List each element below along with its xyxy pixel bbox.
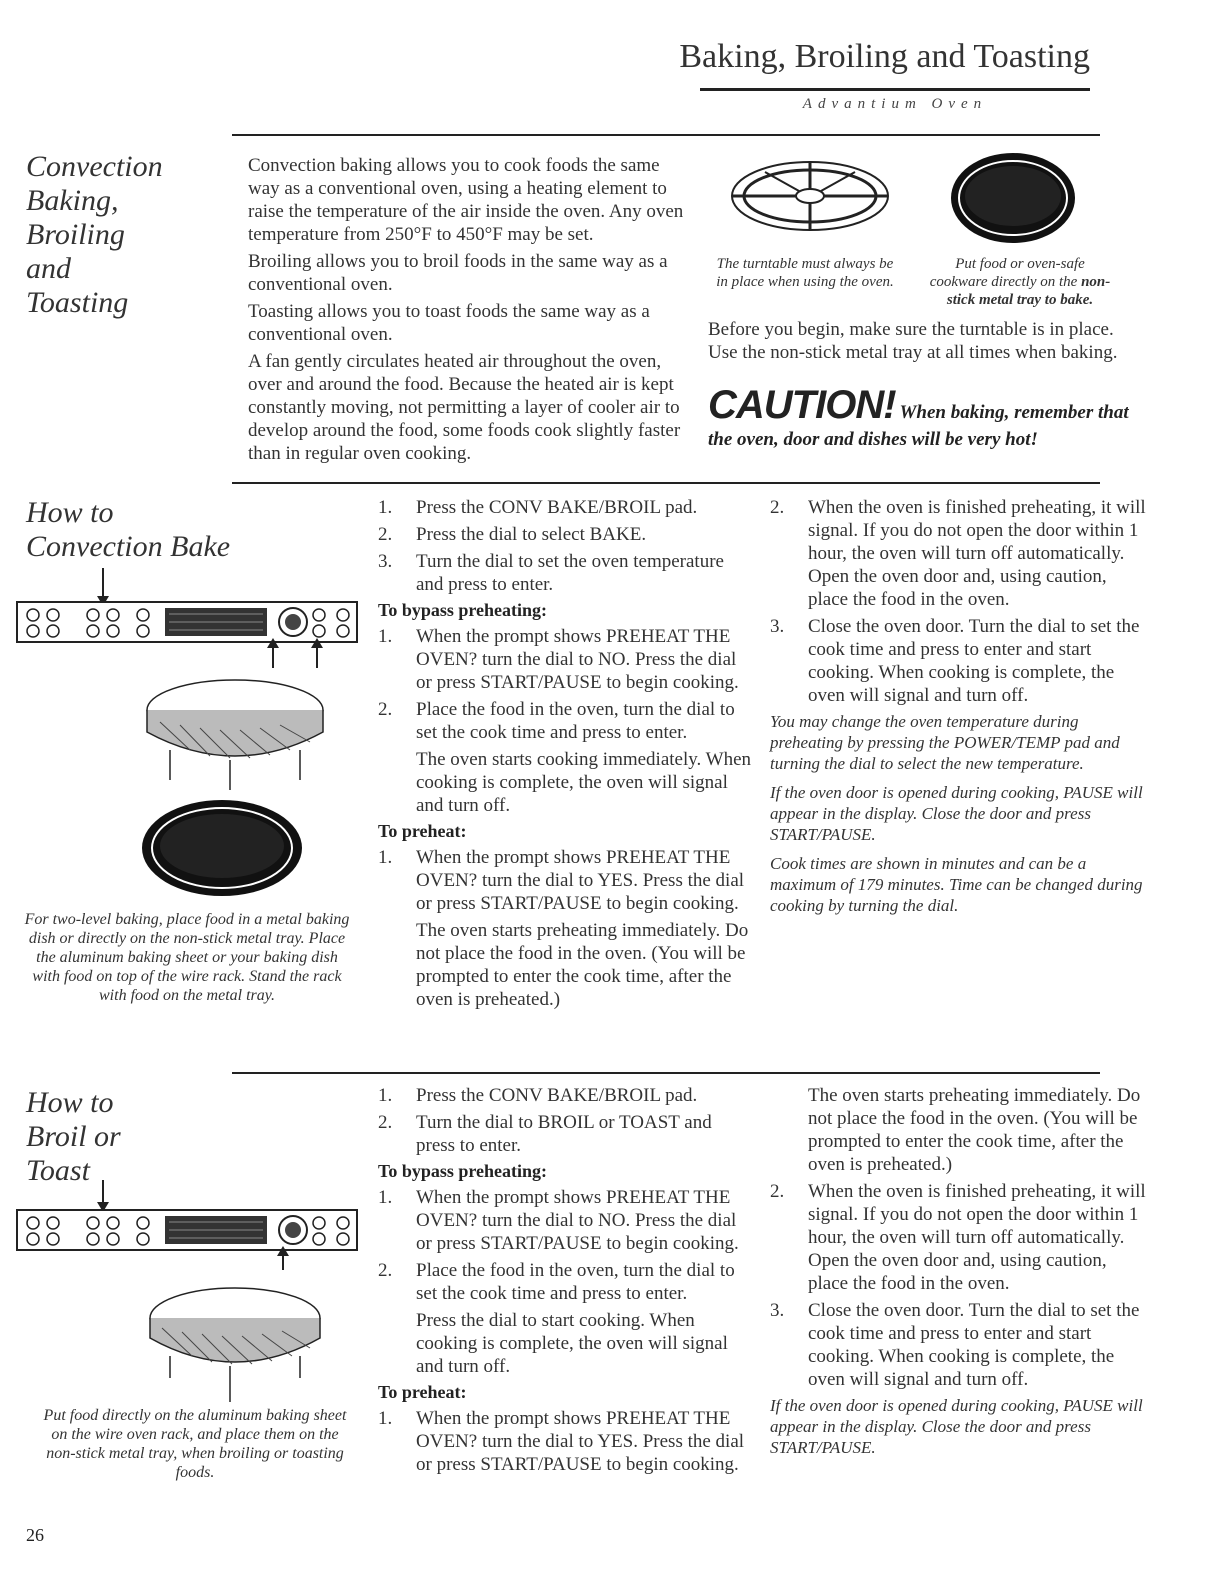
paragraph: Convection baking allows you to cook foods the same way as a conventional oven, using a heating element to raise the temperature of the air inside the oven. Any oven temperature from 250°F to 450°F may be set.: [248, 155, 684, 245]
title-line: Toasting: [26, 286, 129, 319]
bypass-heading: To bypass preheating:: [378, 1161, 548, 1181]
step-item: [378, 523, 754, 546]
step-text: Press the dial to select BAKE.: [416, 524, 647, 545]
step-text: Press the CONV BAKE/BROIL pad.: [416, 1085, 698, 1106]
step-number: 2.: [770, 497, 785, 518]
step-number: 1.: [378, 1085, 393, 1106]
section-title-broil-toast: [26, 1086, 226, 1188]
title-line: How to: [26, 496, 114, 529]
control-panel-illustration: [15, 1180, 360, 1270]
turntable-caption: The turntable must always be in place when using the oven.: [716, 256, 894, 290]
step-text: Turn the dial to BROIL or TOAST and press to enter.: [416, 1112, 712, 1156]
step-number: 1.: [378, 1408, 393, 1429]
step-item: [378, 1259, 754, 1305]
wire-rack-illustration: [140, 1278, 340, 1408]
step-text: Place the food in the oven, turn the dial to set the cook time and press to enter.: [416, 1260, 735, 1304]
step-text: When the prompt shows PREHEAT THE OVEN? turn the dial to NO. Press the dial or press START/PAUSE to begin cooking.: [416, 1187, 739, 1254]
convection-bake-caption: For two-level baking, place food in a metal baking dish or directly on the non-stick metal tray. Place the aluminum baking sheet or your baking dish with food on top of the wire rack. Stand the rack with food on the metal tray.: [24, 911, 350, 1004]
turntable-illustration: [725, 148, 895, 244]
step-item: [378, 1111, 754, 1157]
note: If the oven door is opened during cooking, PAUSE will appear in the display. Close the door and press START/PAUSE.: [770, 1396, 1143, 1457]
step-text: Turn the dial to set the oven temperature and press to enter.: [416, 551, 724, 595]
title-line: How to: [26, 1086, 114, 1119]
bypass-steps: [378, 1186, 754, 1305]
paragraph: A fan gently circulates heated air throughout the oven, over and around the food. Because the heated air is kept constantly moving, not permitting a layer of cooler air to develop around the food, some foods cook slightly faster than in regular oven cooking.: [248, 351, 681, 464]
step-item: [770, 1299, 1150, 1391]
step-text: When the prompt shows PREHEAT THE OVEN? turn the dial to YES. Press the dial or press START/PAUSE to begin cooking.: [416, 1408, 745, 1475]
tray-caption-bold: non-stick metal tray to bake.: [946, 274, 1111, 308]
metal-tray-illustration: [948, 148, 1078, 248]
step-text: Press the CONV BAKE/BROIL pad.: [416, 497, 698, 518]
step-item: [378, 625, 754, 694]
step-number: 1.: [378, 847, 393, 868]
section-title-convection: [26, 150, 226, 320]
section-rule: [232, 134, 1100, 136]
caution-block: [708, 383, 1148, 454]
convection-bake-steps-cont: [770, 496, 1150, 707]
title-line: Convection Bake: [26, 530, 231, 563]
paragraph: Broiling allows you to broil foods in the same way as a conventional oven.: [248, 251, 668, 295]
page-header-title: Baking, Broiling and Toasting: [679, 38, 1090, 75]
step-item: [770, 615, 1150, 707]
caution-heading: CAUTION!: [708, 383, 896, 427]
wire-rack-illustration: [130, 670, 340, 900]
step-number: 3.: [770, 616, 785, 637]
preheat-steps: [378, 846, 754, 915]
step-item: [770, 496, 1150, 611]
broil-steps-cont: [770, 1180, 1150, 1391]
paragraph: Toasting allows you to toast foods the same way as a conventional oven.: [248, 301, 650, 345]
step-text: When the prompt shows PREHEAT THE OVEN? turn the dial to YES. Press the dial or press START/PAUSE to begin cooking.: [416, 847, 745, 914]
tray-caption-text: Put food or oven-safe cookware directly on the: [929, 256, 1085, 290]
step-number: 2.: [378, 524, 393, 545]
note: You may change the oven temperature during preheating by pressing the POWER/TEMP pad and turning the dial to select the new temperature.: [770, 712, 1120, 773]
broil-steps: [378, 1084, 754, 1157]
section-title-convection-bake: [26, 496, 326, 564]
tray-caption: [925, 255, 1115, 309]
step-number: 2.: [378, 1112, 393, 1133]
preheat-extra: The oven starts preheating immediately. Do not place the food in the oven. (You will be prompted to enter the cook time, after the oven is preheated.): [808, 1085, 1141, 1175]
convection-bake-steps: [378, 496, 754, 596]
section-rule: [232, 482, 1100, 484]
step-number: 2.: [378, 699, 393, 720]
preheat-heading: To preheat:: [378, 821, 467, 841]
title-line: Convection: [26, 150, 163, 183]
step-text: When the oven is finished preheating, it will signal. If you do not open the door within 1 hour, the oven will turn off automatically. Open the oven door and, using caution, place the food in the oven.: [808, 1181, 1146, 1294]
convection-intro: [248, 154, 693, 469]
step-text: Place the food in the oven, turn the dial to set the cook time and press to enter.: [416, 699, 735, 743]
broil-toast-caption: Put food directly on the aluminum baking sheet on the wire oven rack, and place them on the non-stick metal tray, when broiling or toasting foods.: [43, 1407, 347, 1481]
step-number: 1.: [378, 497, 393, 518]
page-header-subtitle: Advantium Oven: [802, 96, 988, 112]
page-number: 26: [26, 1525, 44, 1545]
title-line: Broil or: [26, 1120, 121, 1153]
step-item: [378, 1407, 754, 1476]
step-item: [378, 550, 754, 596]
title-line: Toast: [26, 1154, 90, 1187]
step-item: [378, 496, 754, 519]
step-number: 2.: [770, 1181, 785, 1202]
step-item: [378, 698, 754, 744]
title-line: and: [26, 252, 71, 285]
step-text: Close the oven door. Turn the dial to set the cook time and press to enter and start cooking. When cooking is complete, the oven will signal and turn off.: [808, 1300, 1140, 1390]
convection-bake-col1: [378, 496, 754, 1015]
broil-toast-col1: [378, 1084, 754, 1480]
bypass-heading: To bypass preheating:: [378, 600, 548, 620]
title-line: Baking,: [26, 184, 119, 217]
bypass-steps: [378, 625, 754, 744]
step-item: [770, 1180, 1150, 1295]
step-number: 2.: [378, 1260, 393, 1281]
note: Cook times are shown in minutes and can be a maximum of 179 minutes. Time can be changed during cooking by turning the dial.: [770, 854, 1143, 915]
step-item: [378, 846, 754, 915]
before-you-begin: Before you begin, make sure the turntable is in place. Use the non-stick metal tray at all times when baking.: [708, 319, 1118, 363]
step-number: 1.: [378, 626, 393, 647]
step-number: 1.: [378, 1187, 393, 1208]
preheat-extra: The oven starts preheating immediately. Do not place the food in the oven. (You will be prompted to enter the cook time, after the oven is preheated.): [416, 920, 749, 1010]
caution-text: When baking, remember that the oven, door and dishes will be very hot!: [708, 402, 1129, 450]
step-item: [378, 1186, 754, 1255]
section-rule: [232, 1072, 1100, 1074]
step-item: [378, 1084, 754, 1107]
broil-toast-col2: [770, 1084, 1150, 1466]
title-line: Broiling: [26, 218, 125, 251]
bypass-extra: Press the dial to start cooking. When cooking is complete, the oven will signal and turn off.: [416, 1310, 728, 1377]
control-panel-illustration: [15, 568, 360, 670]
convection-bake-col2: [770, 496, 1150, 924]
preheat-heading: To preheat:: [378, 1382, 467, 1402]
note: If the oven door is opened during cooking, PAUSE will appear in the display. Close the door and press START/PAUSE.: [770, 783, 1143, 844]
step-text: When the oven is finished preheating, it will signal. If you do not open the door within 1 hour, the oven will turn off automatically. Open the oven door and, using caution, place the food in the oven.: [808, 497, 1146, 610]
header-rule: [700, 88, 1090, 91]
step-text: Close the oven door. Turn the dial to set the cook time and press to enter and start cooking. When cooking is complete, the oven will signal and turn off.: [808, 616, 1140, 706]
step-number: 3.: [770, 1300, 785, 1321]
step-number: 3.: [378, 551, 393, 572]
bypass-extra: The oven starts cooking immediately. When cooking is complete, the oven will signal and turn off.: [416, 749, 752, 816]
step-text: When the prompt shows PREHEAT THE OVEN? turn the dial to NO. Press the dial or press START/PAUSE to begin cooking.: [416, 626, 739, 693]
preheat-steps: [378, 1407, 754, 1476]
